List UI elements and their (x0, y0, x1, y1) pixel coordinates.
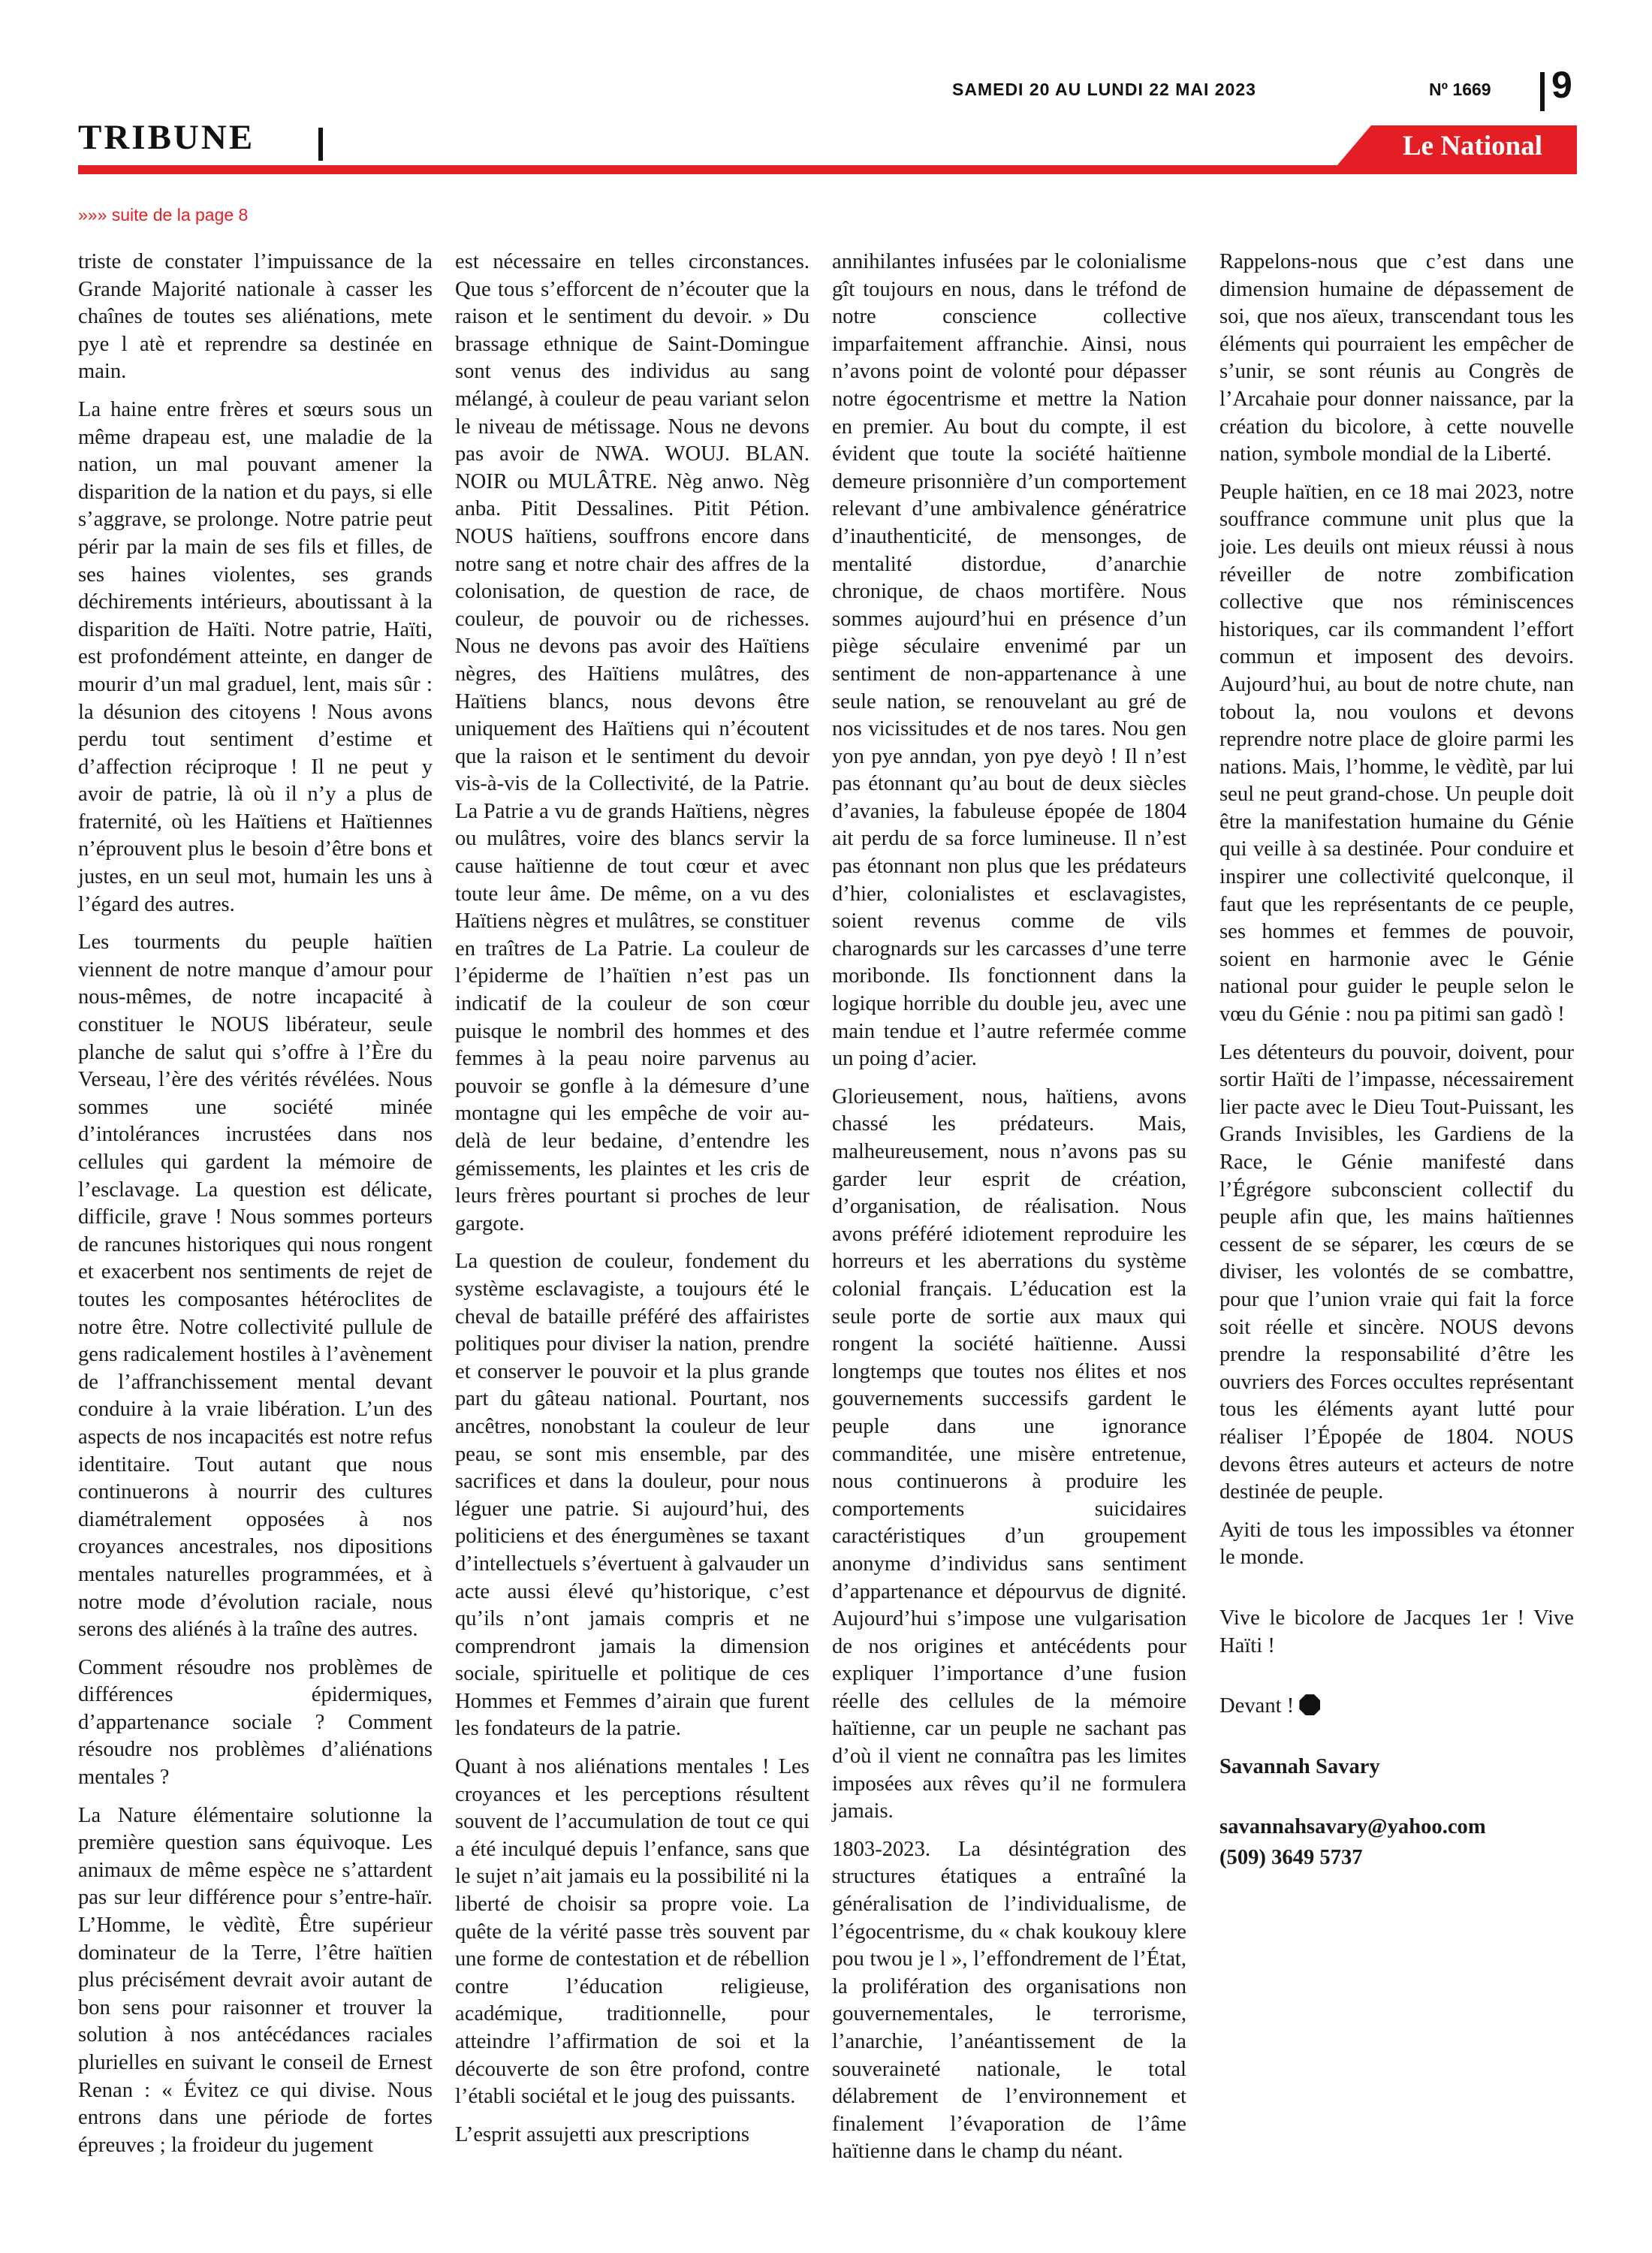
article-column-1 (78, 249, 433, 2170)
paragraph: Rappelons-nous que c’est dans une dimension humaine de dépassement de soi, que nos aïeux, transcendant tous les éléments qui pourraient les empêcher de s’unir, se sont réunis au Congrès de l’Arcahaie pour donner naissance, par la création du bicolore, à cette nouvelle nation, symbole mondial de la Liberté. (1219, 250, 1574, 466)
paragraph: Ayiti de tous les impossibles va étonner le monde. (1219, 1518, 1574, 1570)
devant-text: Devant ! (1219, 1694, 1295, 1718)
section-divider (318, 128, 323, 161)
paragraph: Quant à nos aliénations mentales ! Les croyances et les perceptions résultent souvent de l’accumulation de tout ce qui a été inculqué depuis l’enfance, sans que le sujet n’ait jamais eu la possibilité ni la liberté de choisir sa propre voie. La quête de la vérité passe très souvent par une forme de contestation et de rébellion contre l’éducation religieuse, académique, traditionnelle, pour atteindre l’affirmation de soi et la découverte de son être profond, contre l’établi sociétal et le joug des puissants. (455, 1755, 809, 2109)
closing-devant (1219, 1693, 1574, 1721)
author-phone: (509) 3649 5737 (1219, 1845, 1363, 1869)
paragraph: 1803-2023. La désintégration des structures étatiques a entraîné la généralisation de l’individualisme, de l’égocentrisme, du « chak koukouy klere pou twou je l », l’effondrement de l’État, la prolifération des organisations non gouvernementales, le terrorisme, l’anarchie, l’anéantissement de la souveraineté nationale, le total délabrement de l’environnement et finalement l’évaporation de l’âme haïtienne dans le champ du néant. (832, 1837, 1186, 2164)
closing-cheer: Vive le bicolore de Jacques 1er ! Vive Haïti ! (1219, 1606, 1574, 1657)
continued-note: »»» suite de la page 8 (78, 205, 249, 225)
paragraph: L’esprit assujetti aux prescriptions (455, 2122, 750, 2146)
article-column-4 (1219, 249, 1574, 1882)
header-divider (1540, 72, 1545, 111)
paragraph: La question de couleur, fondement du système esclavagiste, a toujours été le cheval de bataille préféré des affairistes politiques pour diviser la nation, prendre et conserver le pouvoir et la plus grande part du gâteau national. Pourtant, nos ancêtres, nonobstant la couleur de leur peau, se sont mis ensemble, par des sacrifices et dans la douleur, pour nous léguer une patrie. Si aujourd’hui, des politiciens et des énergumènes se taxant d’intellectuels s’évertuent à galvauder un acte aussi élevé qu’historique, c’est qu’ils n’ont jamais compris et ne comprendront jamais la dimension sociale, spirituelle et politique de ces Hommes et Femmes d’airain que furent les fondateurs de la patrie. (455, 1250, 809, 1741)
paragraph: Les détenteurs du pouvoir, doivent, pour sortir Haïti de l’impasse, nécessairement lier pacte avec le Dieu Tout-Puissant, les Grands Invisibles, les Gardiens de la Race, le Génie manifesté dans l’Égrégore subconscient collectif du peuple afin que, les mains haïtiennes cessent de se séparer, les cœurs de se diviser, les volontés de se combattre, pour que l’union vraie qui fait la force soit réelle et sincère. NOUS devons prendre la responsabilité d’être les ouvriers des Forces occultes représentant tous les éléments ayant lutté pour réaliser l’Épopée de 1804. NOUS devons êtres auteurs et acteurs de notre destinée de peuple. (1219, 1040, 1574, 1504)
paragraph: La haine entre frères et sœurs sous un même drapeau est, une maladie de la nation, un mal pouvant amener la disparition de la nation et du pays, si elle s’aggrave, se prolonge. Notre patrie peut périr par la main de ses fils et filles, de ses haines violentes, ses grands déchirements intérieurs, aboutissant à la disparition de Haïti. Notre patrie, Haïti, est profondément atteinte, en danger de mourir d’un mal graduel, lent, mais sûr : la désunion des citoyens ! Nous avons perdu tout sentiment d’estime et d’affection réciproque ! Il ne peut y avoir de patrie, là où il n’y a plus de fraternité, où les Haïtiens et Haïtiennes n’éprouvent plus le besoin d’être bons et justes, en un seul mot, humain les uns à l’égard des autres. (78, 397, 433, 916)
paragraph: Glorieusement, nous, haïtiens, avons chassé les prédateurs. Mais, malheureusement, nous n’avons pas su garder leur esprit de création, d’organisation, de réalisation. Nous avons préféré idiotement reproduire les horreurs et les aberrations du système colonial français. L’éducation est la seule porte de sortie aux maux qui rongent la société haïtienne. Aussi longtemps que toutes nos élites et nos gouvernements successifs gardent le peuple dans une ignorance commanditée, une misère entretenue, nous continuerons à produire les comportements suicidaires caractéristiques d’un groupement anonyme d’individus sans sentiment d’appartenance et dépourvus de dignité. Aujourd’hui s’impose une vulgarisation de nos origines et antécédents pour expliquer l’importance d’une fusion réelle des cellules de la mémoire haïtienne, car un peuple ne sachant pas d’où il vient ne connaîtra pas les limites imposées aux rêves qu’il ne formulera jamais. (832, 1084, 1186, 1823)
paragraph: Les tourments du peuple haïtien viennent de notre manque d’amour pour nous-mêmes, de notre incapacité à constituer le NOUS libérateur, seule planche de salut qui s’offre à l’Ère du Verseau, l’ère des vérités révélées. Nous sommes une société minée d’intolérances incrustées dans nos cellules qui gardent la mémoire de l’esclavage. La question est délicate, difficile, grave ! Nous sommes porteurs de rancunes historiques qui nous rongent et exacerbent nos sentiments de rejet de toutes les composantes hétéroclites de notre être. Notre collectivité pullule de gens radicalement hostiles à l’avènement de l’affranchissement mental devant conduire à la vraie libération. L’un des aspects de nos incapacités est notre refus identitaire. Tout autant que nous continuerons à nourrir des cultures diamétralement opposées à nos croyances ancestrales, nos dipositions mentales naturelles programmées, et à notre mode d’évolution raciale, nous serons des aliénés à la traîne des autres. (78, 930, 433, 1642)
article-column-3 (832, 249, 1186, 2176)
page-number: 9 (1551, 64, 1572, 106)
paragraph: annihilantes infusées par le colonialisme gît toujours en nous, dans le tréfond de notre conscience collective imparfaitement affranchie. Ainsi, nous n’avons point de volonté pour dépasser notre égocentrisme et mettre la Nation en premier. Au bout du compte, il est évident que toute la société haïtienne demeure prisonnière d’un comportement relevant d’une ambivalence génératrice d’inauthenticité, de mensonges, de mentalité distordue, d’anarchie chronique, de chaos mortifère. Nous sommes aujourd’hui en présence d’un piège séculaire envenimé par un sentiment de non-appartenance à une seule nation, se renouvelant au gré de nos vicissitudes et de nos tares. Nou gen yon pye anndan, yon pye deyò ! Il n’est pas étonnant qu’au bout de deux siècles d’avanies, la fabuleuse épopée de 1804 ait perdu de sa force lumineuse. Il n’est pas étonnant non plus que les prédateurs d’hier, colonialistes et esclavagistes, soient revenus comme de vils charognards sur les carcasses d’une terre moribonde. Ils fonctionnent dans la logique horrible du double jeu, avec une main tendue et l’autre refermée comme un poing d’acier. (832, 250, 1186, 1071)
issue-number: Nº 1669 (1429, 80, 1491, 99)
article-column-2 (455, 249, 809, 2159)
paragraph: Comment résoudre nos problèmes de différences épidermiques, d’appartenance sociale ? Comment résoudre nos problèmes d’aliénations mentales ? (78, 1655, 433, 1790)
stop-octagon-icon (1299, 1694, 1320, 1715)
author-name: Savannah Savary (1219, 1754, 1380, 1778)
paragraph: La Nature élémentaire solutionne la première question sans équivoque. Les animaux de même espèce ne s’attardent pas sur leur différence pour s’entre-haïr. L’Homme, le vèdìtè, Être supérieur dominateur de la Terre, l’être haïtien plus précisément devrait avoir autant de bon sens pour raisonner et trouver la solution à nos antécédances raciales plurielles en suivant le conseil de Ernest Renan : « Évitez ce qui divise. Nous entrons dans une période de fortes épreuves ; la froideur du jugement (78, 1803, 433, 2157)
author-email: savannahsavary@yahoo.com (1219, 1815, 1486, 1839)
paragraph: est nécessaire en telles circonstances. Que tous s’efforcent de n’écouter que la raison et le sentiment du devoir. » Du brassage ethnique de Saint-Domingue sont venus des individus au sang mélangé, à couleur de peau variant selon le niveau de métissage. Nous ne devons pas avoir de NWA. WOUJ. BLAN. NOIR ou MULÂTRE. Nèg anwo. Nèg anba. Pitit Dessalines. Pitit Pétion. NOUS haïtiens, souffrons encore dans notre sang et notre chair des affres de la colonisation, de question de race, de couleur, de pouvoir ou de richesses. Nous ne devons pas avoir des Haïtiens nègres, des Haïtiens mulâtres, des Haïtiens blancs, nous devons être uniquement des Haïtiens qui n’écoutent que la raison et le sentiment du devoir vis-à-vis de la Collectivité, de la Patrie. La Patrie a vu de grands Haïtiens, nègres ou mulâtres, voire des blancs servir la cause haïtienne de tout cœur et avec toute leur âme. De même, on a vu des Haïtiens nègres et mulâtres, se constituer en traîtres de La Patrie. La couleur de l’épiderme de l’haïtien n’est pas un indicatif de la couleur de son cœur puisque le nombril des hommes et des femmes à la peau noire parvenus au pouvoir se gonfle à la démesure d’une montagne qui les empêche de voir au-delà de leur bedaine, d’entendre les gémissements, les plaintes et les cris de leurs frères pourtant si proches de leur gargote. (455, 250, 809, 1235)
header-rule (78, 165, 1577, 174)
paragraph: triste de constater l’impuissance de la Grande Majorité nationale à casser les chaînes de toutes ses aliénations, mete pye l atè et reprendre sa destinée en main. (78, 250, 433, 384)
section-title: TRIBUNE (78, 118, 255, 157)
paragraph: Peuple haïtien, en ce 18 mai 2023, notre souffrance commune unit plus que la joie. Les deuils ont mieux réussi à nous réveiller de notre zombification collective que nos réminiscences historiques, car ils commandent l’effort commun et imposent des devoirs. Aujourd’hui, au bout de notre chute, nan tobout la, nou voulons et devons reprendre notre place de gloire parmi les nations. Mais, l’homme, le vèdìtè, par lui seul ne peut grand-chose. Un peuple doit être la manifestation humaine du Génie qui veille à sa destinée. Pour conduire et inspirer une collectivité quelconque, il faut que les représentants de ce peuple, ses hommes et femmes de pouvoir, soient en harmonie avec le Génie national pour guider le peuple selon le vœu du Génie : nou pa pitimi san gadò ! (1219, 480, 1574, 1027)
brand-name: Le National (1402, 131, 1543, 161)
issue-date: SAMEDI 20 AU LUNDI 22 MAI 2023 (952, 80, 1256, 99)
